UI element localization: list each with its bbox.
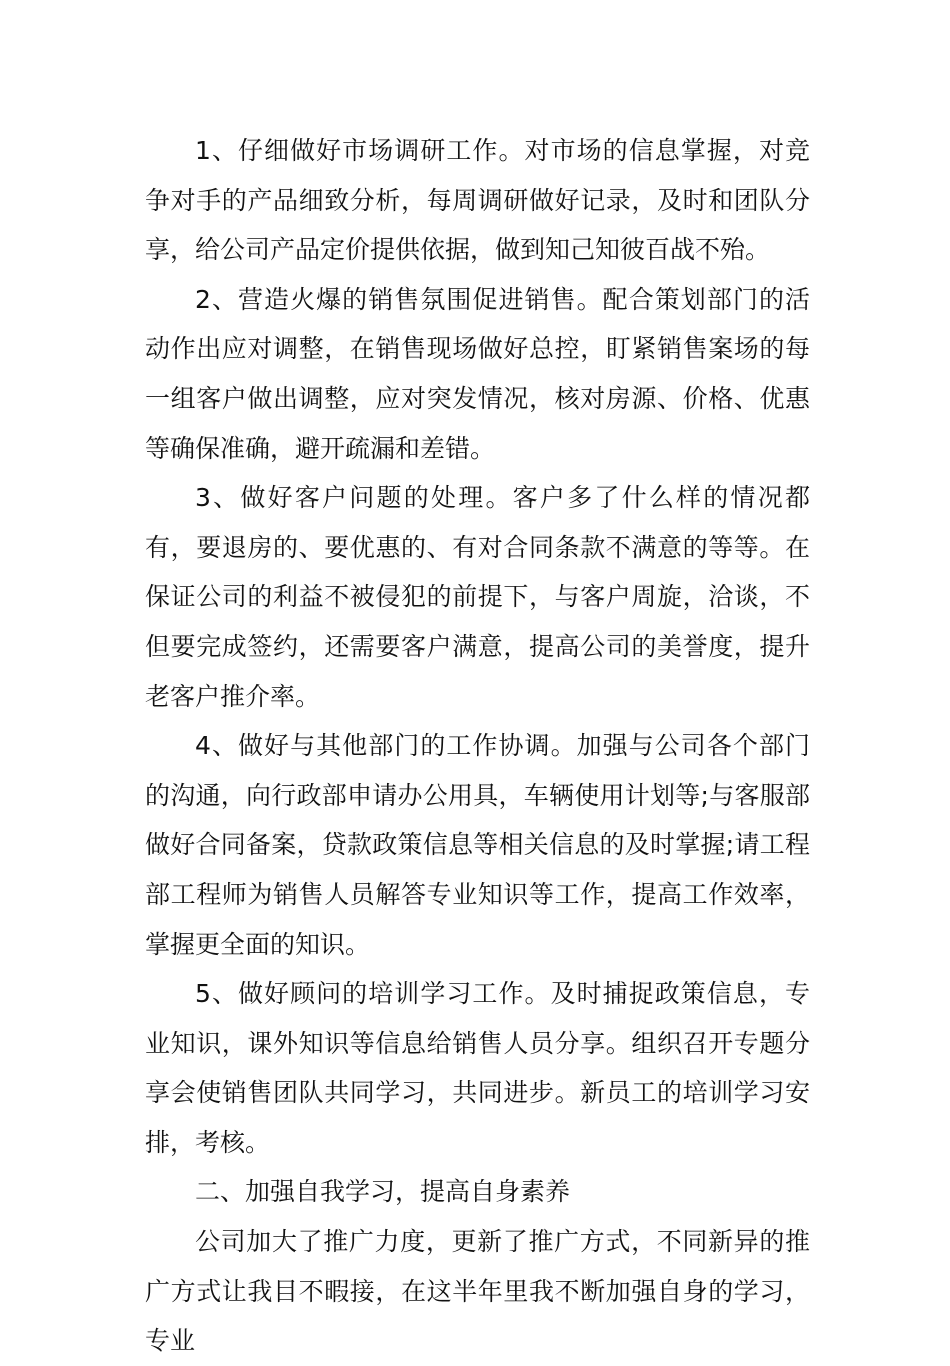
section-heading: 二、加强自我学习，提高自身素养 [195, 1177, 571, 1207]
paragraph-body: 公司加大了推广力度，更新了推广方式，不同新异的推广方式让我目不暇接，在这半年里我不断加强自身的学习，专业 [145, 1227, 810, 1356]
paragraph-item-3: 3、做好客户问题的处理。客户多了什么样的情况都有，要退房的、要优惠的、有对合同条款不满意的等等。在保证公司的利益不被侵犯的前提下，与客户周旋，洽谈，不但要完成签约，还需要客户满意，提高公司的美誉度，提升老客户推介率。 [145, 483, 810, 711]
paragraph-item-5: 5、做好顾问的培训学习工作。及时捕捉政策信息，专业知识，课外知识等信息给销售人员分享。组织召开专题分享会使销售团队共同学习，共同进步。新员工的培训学习安排，考核。 [145, 979, 810, 1157]
paragraph-item-1: 1、仔细做好市场调研工作。对市场的信息掌握，对竞争对手的产品细致分析，每周调研做好记录，及时和团队分享，给公司产品定价提供依据，做到知己知彼百战不殆。 [145, 136, 810, 265]
paragraph-item-4: 4、做好与其他部门的工作协调。加强与公司各个部门的沟通，向行政部申请办公用具，车辆使用计划等;与客服部做好合同备案，贷款政策信息等相关信息的及时掌握;请工程部工程师为销售人员解答专业知识等工作，提高工作效率，掌握更全面的知识。 [145, 731, 810, 959]
document-body [145, 126, 810, 1366]
paragraph-item-2: 2、营造火爆的销售氛围促进销售。配合策划部门的活动作出应对调整，在销售现场做好总控，盯紧销售案场的每一组客户做出调整，应对突发情况，核对房源、价格、优惠等确保准确，避开疏漏和差错。 [145, 284, 810, 463]
